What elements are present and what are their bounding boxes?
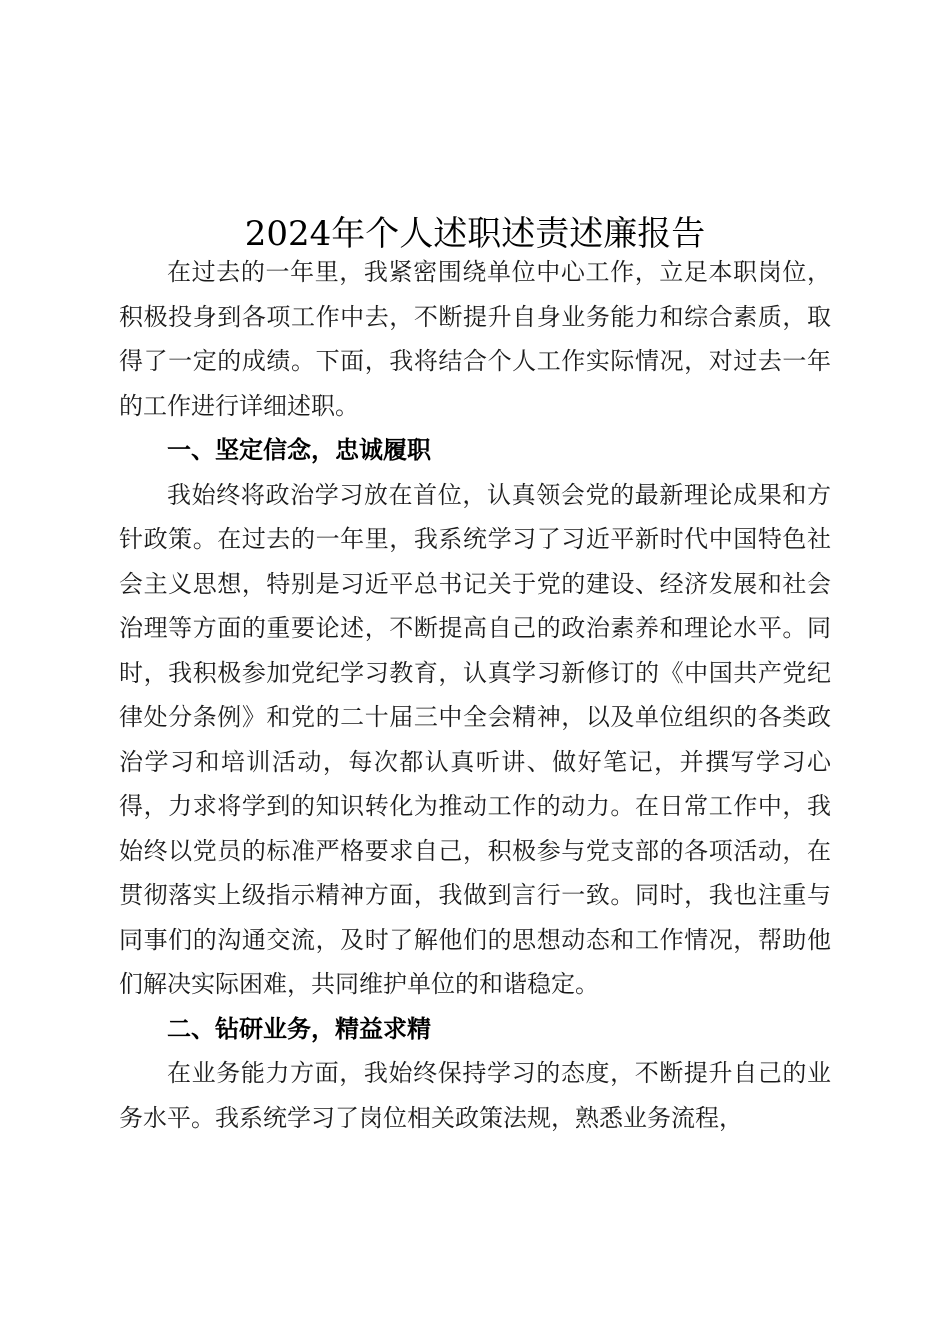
- section-heading: 二、钻研业务，精益求精: [167, 1014, 431, 1043]
- document-body: [119, 250, 831, 1140]
- document-title: 2024年个人述职述责述廉报告: [244, 214, 706, 254]
- section-paragraph: 在业务能力方面，我始终保持学习的态度，不断提升自己的业务水平。我系统学习了岗位相关政策法规，熟悉业务流程，: [119, 1059, 831, 1132]
- intro-paragraph: 在过去的一年里，我紧密围绕单位中心工作，立足本职岗位，积极投身到各项工作中去，不断提升自身业务能力和综合素质，取得了一定的成绩。下面，我将结合个人工作实际情况，对过去一年的工作进行详细述职。: [119, 258, 831, 420]
- section-paragraph: 我始终将政治学习放在首位，认真领会党的最新理论成果和方针政策。在过去的一年里，我系统学习了习近平新时代中国特色社会主义思想，特别是习近平总书记关于党的建设、经济发展和社会治理等方面的重要论述，不断提高自己的政治素养和理论水平。同时，我积极参加党纪学习教育，认真学习新修订的《中国共产党纪律处分条例》和党的二十届三中全会精神，以及单位组织的各类政治学习和培训活动，每次都认真听讲、做好笔记，并撰写学习心得，力求将学到的知识转化为推动工作的动力。在日常工作中，我始终以党员的标准严格要求自己，积极参与党支部的各项活动，在贯彻落实上级指示精神方面，我做到言行一致。同时，我也注重与同事们的沟通交流，及时了解他们的思想动态和工作情况，帮助他们解决实际困难，共同维护单位的和谐稳定。: [119, 480, 831, 998]
- section-heading: 一、坚定信念，忠诚履职: [167, 436, 431, 464]
